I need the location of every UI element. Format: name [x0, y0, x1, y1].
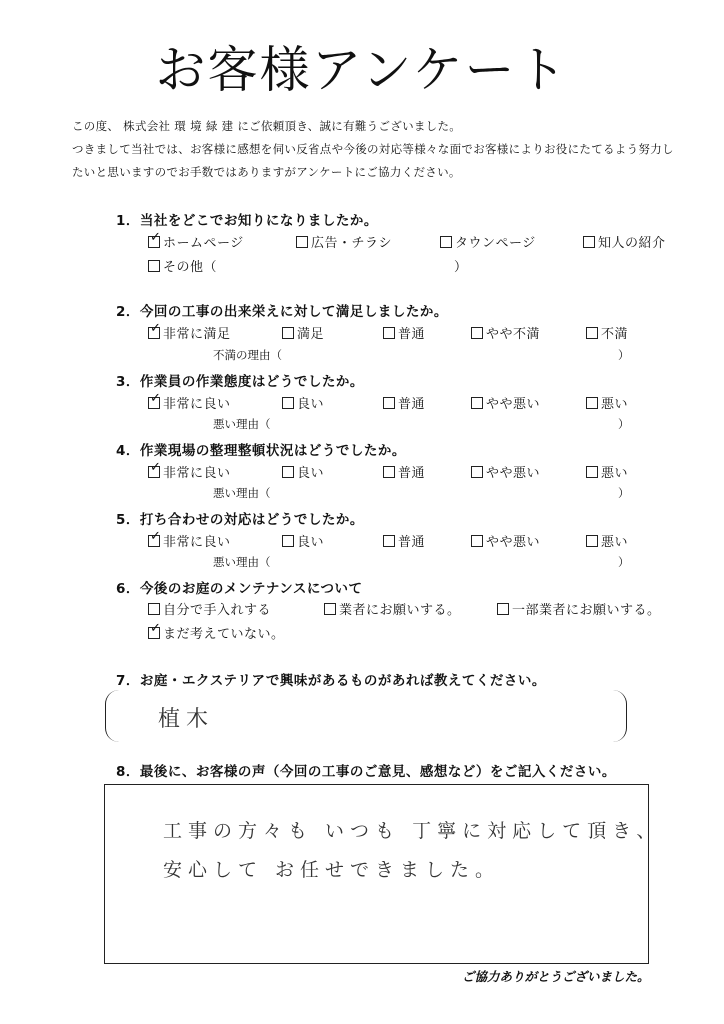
check-mark-icon: ✓ — [150, 391, 162, 406]
q1-question: 1．当社をどこでお知りになりましたか。 — [116, 213, 378, 229]
intro-line-3: たいと思いますのでお手数ではありますがアンケートにご協力ください。 — [72, 165, 461, 179]
q1-option-label: ホームページ — [163, 236, 244, 251]
checkbox[interactable] — [586, 327, 598, 339]
q3-reason-close: ） — [618, 417, 630, 431]
q3-option-bad[interactable] — [586, 393, 628, 412]
q3-option-label: 普通 — [398, 397, 426, 412]
q6-option-label: 一部業者にお願いする。 — [512, 603, 661, 618]
q6-option-self[interactable] — [148, 599, 271, 618]
checkbox[interactable] — [148, 230, 162, 248]
q5-option-slightly-bad[interactable] — [471, 531, 540, 550]
q5-option-label: 普通 — [398, 535, 426, 550]
q3-reason-label: 悪い理由（ — [213, 417, 271, 431]
checkbox[interactable] — [583, 236, 595, 248]
q3-option-label: 良い — [297, 397, 325, 412]
q6-option-label: 自分で手入れする — [163, 603, 272, 618]
q3-option-label: やや悪い — [486, 397, 541, 412]
q2-option-slightly-dissatisfied[interactable] — [471, 323, 540, 342]
q8-question: 8．最後に、お客様の声（今回の工事のご意見、感想など）をご記入ください。 — [116, 764, 616, 780]
q4-option-bad[interactable] — [586, 462, 628, 481]
q5-reason-close: ） — [618, 555, 630, 569]
q4-option-label: 非常に良い — [163, 466, 231, 481]
q1-option-homepage[interactable] — [148, 232, 244, 251]
checkbox[interactable] — [471, 397, 483, 409]
q1-option-ad-flyer[interactable] — [296, 232, 392, 251]
checkbox[interactable] — [586, 466, 598, 478]
q2-option-label: 非常に満足 — [163, 327, 231, 342]
q4-option-label: 普通 — [398, 466, 426, 481]
q4-option-very-good[interactable] — [148, 462, 231, 481]
q4-reason-close: ） — [618, 486, 630, 500]
q7-question: 7．お庭・エクステリアで興味があるものがあれば教えてください。 — [116, 673, 546, 689]
q5-option-label: 非常に良い — [163, 535, 231, 550]
check-mark-icon: ✓ — [150, 529, 162, 544]
q4-option-label: やや悪い — [486, 466, 541, 481]
q2-option-very-satisfied[interactable] — [148, 323, 231, 342]
q8-handwritten-line-1: 工事の方々も いつも 丁寧に対応して頂き、 — [163, 820, 662, 842]
checkbox[interactable] — [586, 535, 598, 547]
q5-option-normal[interactable] — [383, 531, 425, 550]
checkbox[interactable] — [471, 466, 483, 478]
checkbox[interactable] — [282, 466, 294, 478]
q2-option-label: 普通 — [398, 327, 426, 342]
q2-option-label: 不満 — [601, 327, 629, 342]
q1-option-label: 広告・チラシ — [311, 236, 393, 251]
check-mark-icon: ✓ — [150, 230, 162, 245]
q6-option-partial-contractor[interactable] — [497, 599, 661, 618]
checkbox[interactable] — [383, 397, 395, 409]
checkbox[interactable] — [383, 466, 395, 478]
q5-option-label: 良い — [297, 535, 325, 550]
q2-option-normal[interactable] — [383, 323, 425, 342]
q7-handwritten-answer: 植木 — [158, 707, 215, 732]
q3-option-good[interactable] — [282, 393, 324, 412]
intro-line-1: この度、 株式会社 環 境 緑 建 にご依頼頂き、誠に有難うございました。 — [72, 119, 462, 133]
checkbox[interactable] — [296, 236, 308, 248]
q3-option-label: 非常に良い — [163, 397, 231, 412]
q1-option-label: 知人の紹介 — [598, 236, 666, 251]
checkbox[interactable] — [440, 236, 452, 248]
checkbox[interactable] — [471, 535, 483, 547]
checkbox[interactable] — [586, 397, 598, 409]
checkbox[interactable] — [471, 327, 483, 339]
q1-option-label: タウンページ — [455, 236, 536, 251]
q5-option-bad[interactable] — [586, 531, 628, 550]
checkbox[interactable] — [383, 327, 395, 339]
q3-option-normal[interactable] — [383, 393, 425, 412]
q2-question: 2．今回の工事の出来栄えに対して満足しましたか。 — [116, 304, 448, 320]
intro-line-2: つきまして当社では、お客様に感想を伺い反省点や今後の対応等様々な面でお客様によりお役にたてるよう努力し — [72, 142, 674, 156]
checkbox[interactable] — [282, 327, 294, 339]
page-title: お客様アンケート — [155, 41, 569, 99]
q2-reason-label: 不満の理由（ — [213, 348, 282, 362]
checkbox[interactable] — [324, 603, 336, 615]
q6-option-contractor[interactable] — [324, 599, 461, 618]
checkbox[interactable] — [148, 529, 162, 547]
check-mark-icon: ✓ — [150, 321, 162, 336]
q4-reason-label: 悪い理由（ — [213, 486, 271, 500]
q1-option-other[interactable] — [148, 256, 217, 275]
checkbox[interactable] — [148, 391, 162, 409]
q4-option-slightly-bad[interactable] — [471, 462, 540, 481]
q6-option-undecided[interactable] — [148, 623, 285, 642]
check-mark-icon: ✓ — [150, 460, 162, 475]
q2-reason-close: ） — [618, 348, 630, 362]
q3-option-very-good[interactable] — [148, 393, 231, 412]
q2-option-dissatisfied[interactable] — [586, 323, 628, 342]
q6-question: 6．今後のお庭のメンテナンスについて — [116, 581, 363, 597]
q4-option-label: 良い — [297, 466, 325, 481]
checkbox[interactable] — [148, 603, 160, 615]
checkbox[interactable] — [383, 535, 395, 547]
q4-question: 4．作業現場の整理整頓状況はどうでしたか。 — [116, 443, 406, 459]
q2-option-satisfied[interactable] — [282, 323, 324, 342]
q5-option-label: やや悪い — [486, 535, 541, 550]
checkbox[interactable] — [148, 621, 162, 639]
q4-option-label: 悪い — [601, 466, 629, 481]
q3-question: 3．作業員の作業態度はどうでしたか。 — [116, 374, 364, 390]
checkbox[interactable] — [282, 535, 294, 547]
q1-other-label: その他（ — [163, 260, 218, 275]
q6-option-label: 業者にお願いする。 — [339, 603, 461, 618]
q5-option-very-good[interactable] — [148, 531, 231, 550]
q3-option-label: 悪い — [601, 397, 629, 412]
q1-option-referral[interactable] — [583, 232, 666, 251]
q5-option-good[interactable] — [282, 531, 324, 550]
checkbox[interactable] — [282, 397, 294, 409]
q1-other-close: ） — [454, 260, 468, 275]
q3-option-slightly-bad[interactable] — [471, 393, 540, 412]
checkbox[interactable] — [148, 460, 162, 478]
q4-option-good[interactable] — [282, 462, 324, 481]
thanks-message: ご協力ありがとうございました。 — [462, 969, 650, 984]
q2-option-label: やや不満 — [486, 327, 541, 342]
checkbox[interactable] — [148, 321, 162, 339]
checkbox[interactable] — [148, 260, 160, 272]
q8-handwritten-line-2: 安心して お任せできました。 — [163, 859, 501, 881]
checkbox[interactable] — [497, 603, 509, 615]
q6-option-label: まだ考えていない。 — [163, 627, 285, 642]
q4-option-normal[interactable] — [383, 462, 425, 481]
q2-option-label: 満足 — [297, 327, 325, 342]
q1-option-townpage[interactable] — [440, 232, 536, 251]
q5-option-label: 悪い — [601, 535, 629, 550]
q5-reason-label: 悪い理由（ — [213, 555, 271, 569]
check-mark-icon: ✓ — [150, 621, 162, 636]
q5-question: 5．打ち合わせの対応はどうでしたか。 — [116, 512, 364, 528]
